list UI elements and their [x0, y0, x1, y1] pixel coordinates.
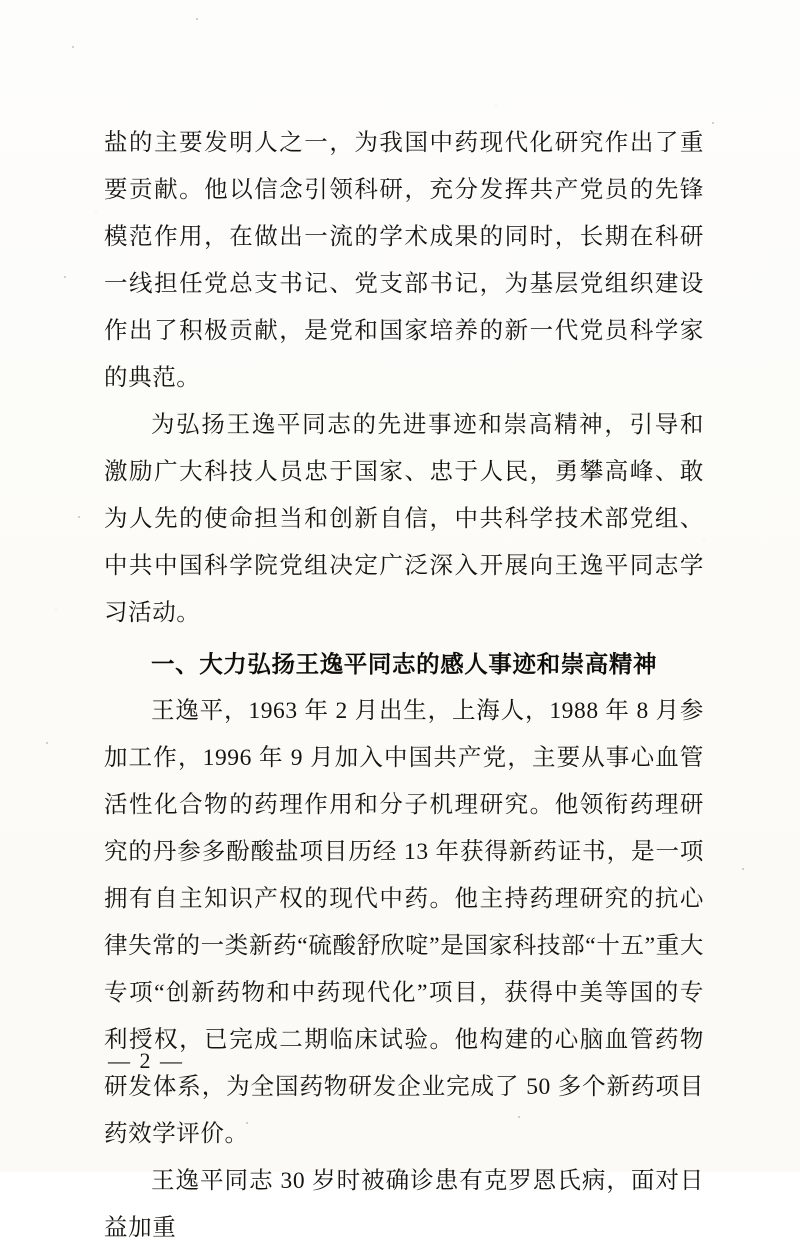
scan-speck — [64, 276, 66, 278]
scan-speck — [196, 18, 198, 20]
scan-speck — [742, 868, 744, 870]
scan-speck — [72, 46, 74, 48]
paragraph-4: 王逸平同志 30 岁时被确诊患有克罗恩氏病，面对日益加重 — [104, 1168, 704, 1241]
paragraph-2: 为弘扬王逸平同志的先进事迹和崇高精神，引导和激励广大科技人员忠于国家、忠于人民，勇攀高峰、敢为人先的使命担当和创新自信，中共科学技术部党组、中共中国科学院党组决定广泛深入开展向王逸平同志学习活动。 — [104, 412, 704, 626]
scan-speck — [712, 122, 714, 124]
scan-speck — [78, 516, 80, 518]
paragraph-3: 王逸平，1963 年 2 月出生，上海人，1988 年 8 月参加工作，1996 年 9 月加入中国共产党，主要从事心血管活性化合物的药理作用和分子机理研究。他领衔药理研究的丹参多酚酸盐项目历经 13 年获得新药证书，是一项拥有自主知识产权的现代中药。他主持药理研究的抗心律失常的一类新药“硫酸舒欣啶”是国家科技部“十五”重大专项“创新药物和中药现代化”项目，获得中美等国的专利授权，已完成二期临床试验。他构建的心脑血管药物研发体系，为全国药物研发企业完成了 50 多个新药项目药效学评价。 — [104, 698, 704, 1147]
paragraph-1: 盐的主要发明人之一，为我国中药现代化研究作出了重要贡献。他以信念引领科研，充分发挥共产党员的先锋模范作用，在做出一流的学术成果的同时，长期在科研一线担任党总支书记、党支部书记，为基层党组织建设作出了积极贡献，是党和国家培养的新一代党员科学家的典范。 — [104, 130, 704, 391]
document-body — [104, 120, 704, 1252]
scan-speck — [46, 742, 48, 744]
page-number: — 2 — — [108, 1048, 184, 1073]
section-heading: 一、大力弘扬王逸平同志的感人事迹和崇高精神 — [151, 651, 658, 677]
